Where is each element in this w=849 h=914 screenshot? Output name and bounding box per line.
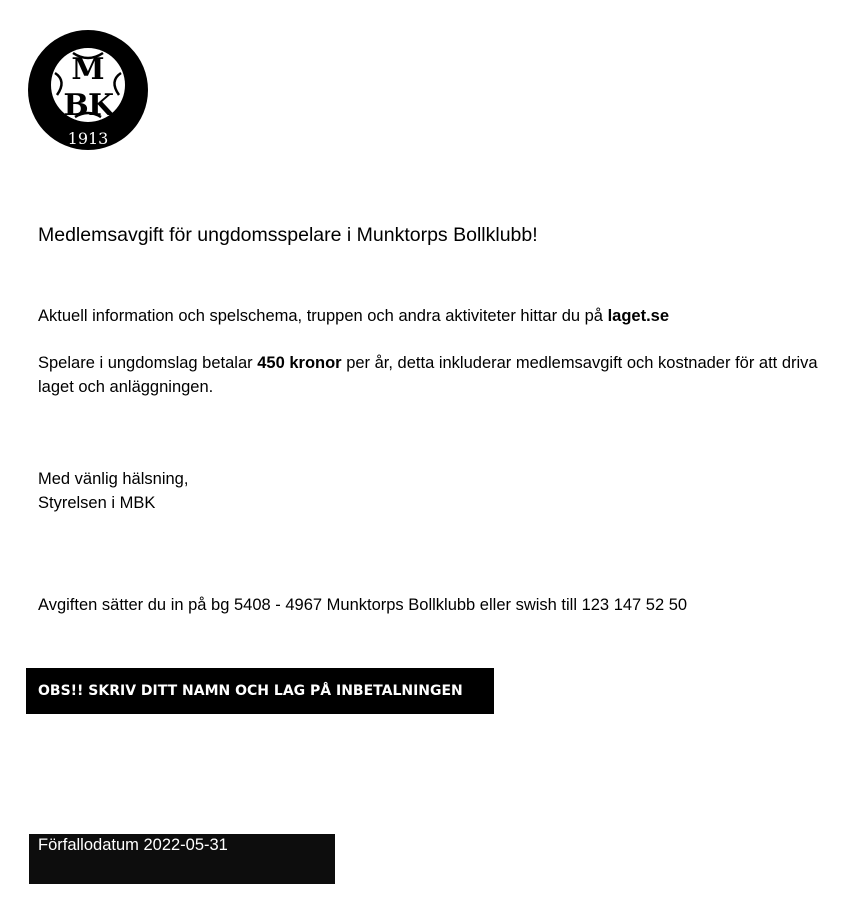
info-text: Aktuell information och spelschema, truppen och andra aktiviteter hittar du på (38, 307, 608, 325)
logo-year: 1913 (67, 129, 109, 148)
price-text-before: Spelare i ungdomslag betalar (38, 354, 258, 372)
logo-letter-m: M (71, 52, 105, 87)
closing-signature: Styrelsen i MBK (38, 494, 156, 512)
logo-letter-b: B (63, 88, 89, 123)
price-paragraph (38, 351, 838, 399)
notice-banner: OBS!! SKRIV DITT NAMN OCH LAG PÅ INBETALNINGEN (26, 668, 494, 714)
closing-paragraph (38, 467, 188, 515)
laget-link: laget.se (607, 307, 670, 325)
payment-instructions: Avgiften sätter du in på bg 5408 - 4967 Munktorps Bollklubb eller swish till 123 147 52 50 (38, 596, 688, 614)
due-date-box: Förfallodatum 2022-05-31 (29, 834, 335, 884)
closing-greeting: Med vänlig hälsning, (38, 470, 189, 488)
logo-letter-k: K (87, 88, 115, 123)
info-paragraph (38, 304, 669, 328)
club-logo-emblem (27, 29, 149, 151)
price-amount: 450 kronor (257, 354, 342, 372)
price-text-after: per år, detta inkluderar medlemsavgift och kostnader för att driva laget och anläggningen. (38, 354, 818, 396)
club-logo (27, 29, 149, 151)
page-heading: Medlemsavgift för ungdomsspelare i Munktorps Bollklubb! (38, 224, 538, 246)
